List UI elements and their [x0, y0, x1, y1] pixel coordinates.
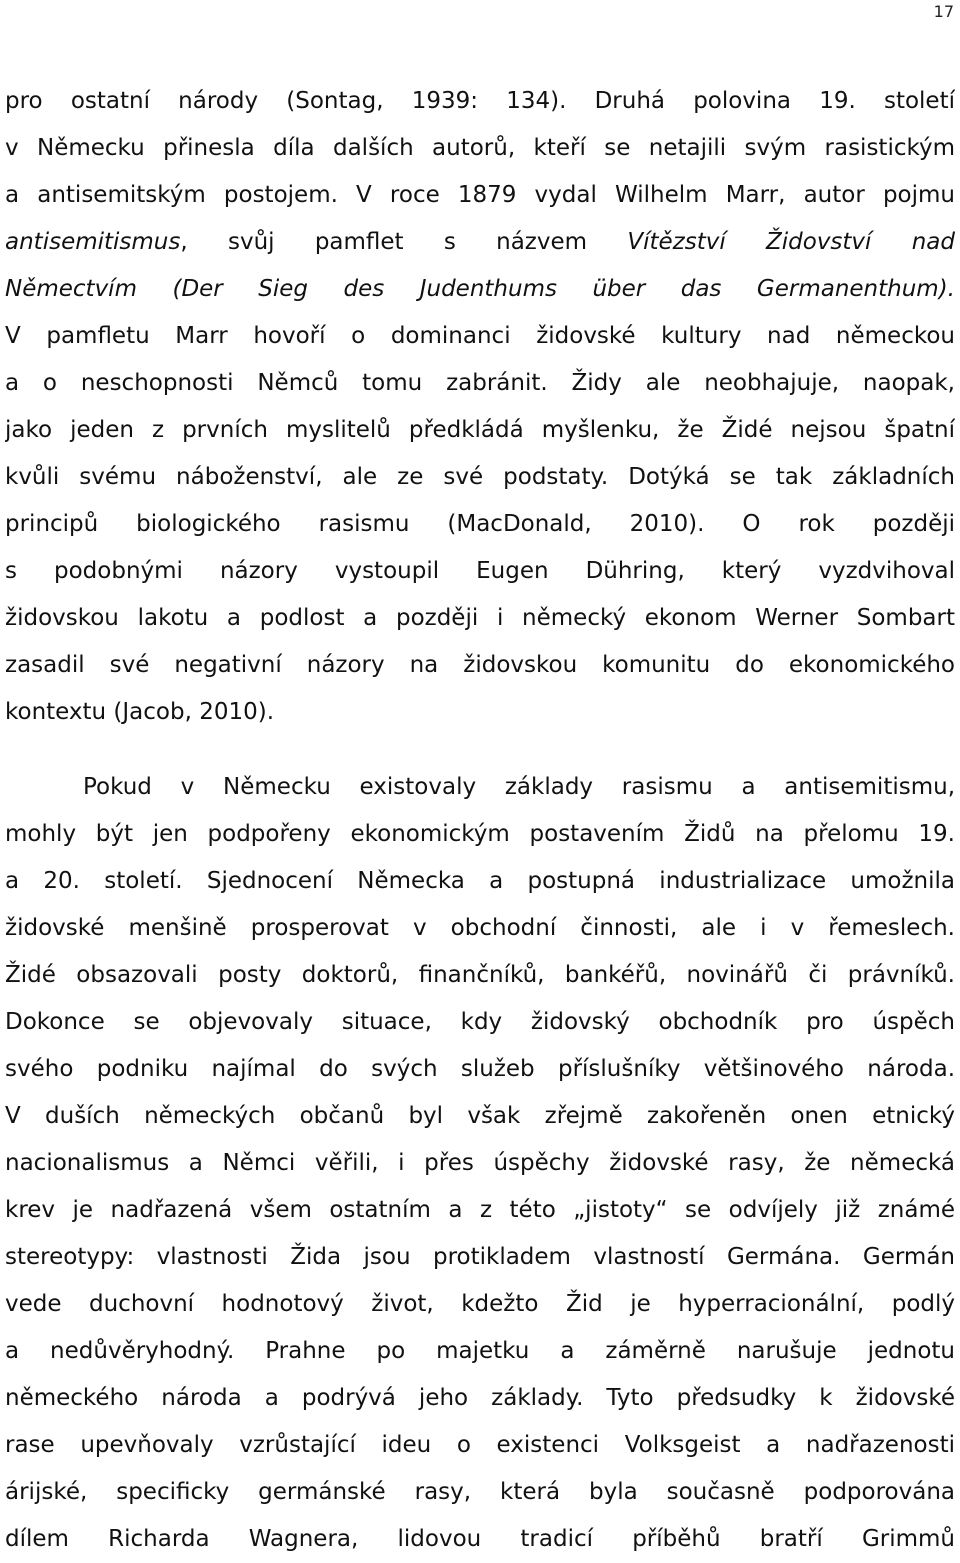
text-line: a o neschopnosti Němců tomu zabránit. Židy ale neobhajuje, naopak, — [5, 370, 955, 396]
page-number: 17 — [933, 2, 954, 21]
text-run: , svůj pamflet s názvem — [180, 229, 628, 255]
text-line: Pokud v Německu existovaly základy rasismu a antisemitismu, — [83, 774, 955, 800]
italic-term: antisemitismus — [5, 229, 181, 255]
text-line: svého podniku najímal do svých služeb příslušníky většinového národa. — [5, 1056, 955, 1082]
text-line: krev je nadřazená všem ostatním a z této „jistoty“ se odvíjely již známé — [5, 1197, 955, 1223]
text-line: s podobnými názory vystoupil Eugen Dühring, který vyzdvihoval — [5, 558, 955, 584]
text-line: V pamfletu Marr hovoří o dominanci židovské kultury nad německou — [5, 323, 955, 349]
text-line: Židé obsazovali posty doktorů, finančníků, bankéřů, novinářů či právníků. — [5, 962, 955, 988]
text-line: nacionalismus a Němci věřili, i přes úspěchy židovské rasy, že německá — [5, 1150, 955, 1176]
text-line: dílem Richarda Wagnera, lidovou tradicí příběhů bratří Grimmů — [5, 1526, 955, 1552]
text-line: Dokonce se objevovaly situace, kdy židovský obchodník pro úspěch — [5, 1009, 955, 1035]
text-line: a antisemitským postojem. V roce 1879 vydal Wilhelm Marr, autor pojmu — [5, 182, 955, 208]
paragraph-1 — [5, 78, 955, 736]
text-line: židovskou lakotu a podlost a později i německý ekonom Werner Sombart — [5, 605, 955, 631]
text-line: vede duchovní hodnotový život, kdežto Žid je hyperracionální, podlý — [5, 1291, 955, 1317]
text-line: árijské, specificky germánské rasy, která byla současně podporována — [5, 1479, 955, 1505]
text-line: V duších německých občanů byl však zřejmě zakořeněn onen etnický — [5, 1103, 955, 1129]
text-line: pro ostatní národy (Sontag, 1939: 134). Druhá polovina 19. století — [5, 88, 955, 114]
text-line: kvůli svému náboženství, ale ze své podstaty. Dotýká se tak základních — [5, 464, 955, 490]
italic-title: Vítězství Židovství nad — [627, 229, 955, 255]
text-line — [5, 219, 955, 266]
text-line: a nedůvěryhodný. Prahne po majetku a záměrně narušuje jednotu — [5, 1338, 955, 1364]
text-line: mohly být jen podpořeny ekonomickým postavením Židů na přelomu 19. — [5, 821, 955, 847]
text-line: stereotypy: vlastnosti Žida jsou protikladem vlastností Germána. Germán — [5, 1244, 955, 1270]
text-line — [5, 266, 955, 313]
text-line: v Německu přinesla díla dalších autorů, kteří se netajili svým rasistickým — [5, 135, 955, 161]
text-line: principů biologického rasismu (MacDonald, 2010). O rok později — [5, 511, 955, 537]
text-line: kontextu (Jacob, 2010). — [5, 699, 275, 725]
text-line: a 20. století. Sjednocení Německa a postupná industrializace umožnila — [5, 868, 955, 894]
text-line: zasadil své negativní názory na židovskou komunitu do ekonomického — [5, 652, 955, 678]
paragraph-2 — [5, 764, 955, 1563]
text-line: jako jeden z prvních myslitelů předkládá myšlenku, že Židé nejsou špatní — [5, 417, 955, 443]
text-line: rase upevňovaly vzrůstající ideu o existenci Volksgeist a nadřazenosti — [5, 1432, 955, 1458]
text-line: německého národa a podrývá jeho základy. Tyto předsudky k židovské — [5, 1385, 955, 1411]
italic-title: Němectvím (Der Sieg des Judenthums über das Germanenthum). — [5, 276, 955, 302]
text-line: židovské menšině prosperovat v obchodní činnosti, ale i v řemeslech. — [5, 915, 955, 941]
